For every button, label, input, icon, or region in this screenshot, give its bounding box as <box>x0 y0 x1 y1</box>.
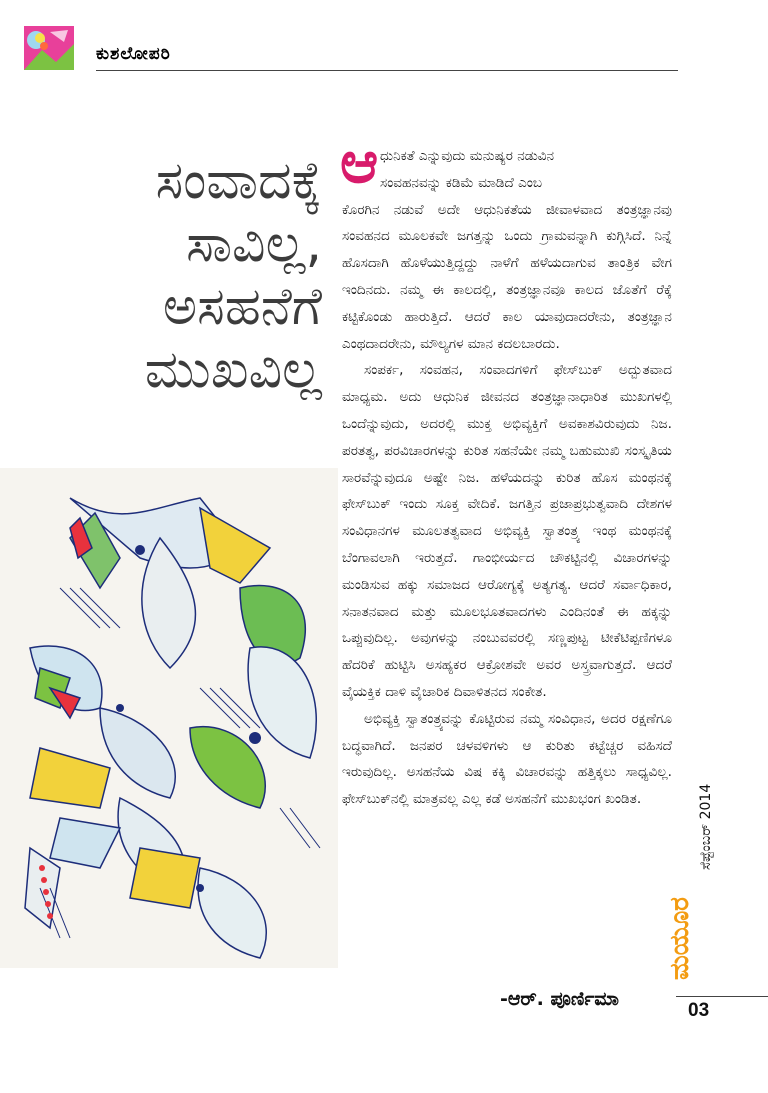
paragraph-1-line-1: ಧುನಿಕತೆ ಎನ್ನುವುದು ಮನುಷ್ಯರ ನಡುವಿನ <box>380 148 555 164</box>
article-paragraph-1 <box>342 143 672 357</box>
paragraph-1-line-2: ಸಂವಹನವನ್ನು ಕಡಿಮೆ ಮಾಡಿದೆ ಎಂಬ <box>380 174 543 191</box>
footer-divider <box>676 996 768 997</box>
author-byline: -ಆರ್. ಪೂರ್ಣಿಮಾ <box>500 988 619 1010</box>
article-paragraph-3: ಅಭಿವ್ಯಕ್ತಿ ಸ್ವಾತಂತ್ರ್ಯವನ್ನು ಕೊಟ್ಟಿರುವ ನಮ್ಮ ಸಂವಿಧಾನ, ಅದರ ರಕ್ಷಣೆಗೂ ಬದ್ಧವಾಗಿದೆ. ಜನಪರ ಚಳವಳಿಗಳು ಆ ಕುರಿತು ಕಟ್ಟೆಚ್ಚರ ವಹಿಸದೆ ಇರುವುದಿಲ್ಲ. ಅಸಹನೆಯ ವಿಷ ಕಕ್ಕಿ ವಿಚಾರವನ್ನು ಹತ್ತಿಕ್ಕಲು ಸಾಧ್ಯವಿಲ್ಲ. ಫೇಸ್‌ಬುಕ್‌ನಲ್ಲಿ ಮಾತ್ರವಲ್ಲ ಎಲ್ಲ ಕಡೆ ಅಸಹನೆಗೆ ಮುಖಭಂಗ ಖಂಡಿತ. <box>342 710 672 808</box>
article-paragraph-2: ಸಂಪರ್ಕ, ಸಂವಹನ, ಸಂವಾದಗಳಿಗೆ ಫೇಸ್‌ಬುಕ್ ಅದ್ಬುತವಾದ ಮಾಧ್ಯಮ. ಅದು ಆಧುನಿಕ ಜೀವನದ ತಂತ್ರಜ್ಞಾನಾಧಾರಿತ ಮುಖಗಳಲ್ಲಿ ಒಂದೆನ್ನುವುದು, ಅದರಲ್ಲಿ ಮುಕ್ತ ಅಭಿವ್ಯಕ್ತಿಗೆ ಅವಕಾಶವಿರುವುದು ನಿಜ. ಪರತತ್ವ, ಪರವಿಚಾರಗಳನ್ನು ಕುರಿತ ಸಹನೆಯೇ ನಮ್ಮ ಬಹುಮುಖಿ ಸಂಸ್ಕೃತಿಯ ಸಾರವೆನ್ನುವುದೂ ಅಷ್ಟೇ ನಿಜ. ಹಳೆಯದನ್ನು ಕುರಿತ ಹೊಸ ಮಂಥನಕ್ಕೆ ಫೇಸ್‌ಬುಕ್ ಇಂದು ಸೂಕ್ತ ವೇದಿಕೆ. ಜಗತ್ತಿನ ಪ್ರಜಾಪ್ರಭುತ್ವವಾದಿ ದೇಶಗಳ ಸಂವಿಧಾನಗಳ ಮೂಲತತ್ವವಾದ ಅಭಿವ್ಯಕ್ತಿ ಸ್ವಾತಂತ್ರ್ಯ ಇಂಥ ಮಂಥನಕ್ಕೆ ಬೆಂಗಾವಲಾಗಿ ಇರುತ್ತದೆ. ಗಾಂಭೀರ್ಯದ ಚೌಕಟ್ಟಿನಲ್ಲಿ ವಿಚಾರಗಳನ್ನು ಮಂಡಿಸುವ ಹಕ್ಕು ಸಮಾಜದ ಆರೋಗ್ಯಕ್ಕೆ ಅತ್ಯಗತ್ಯ. ಆದರೆ ಸರ್ವಾಧಿಕಾರ, ಸನಾತನವಾದ ಮತ್ತು ಮೂಲಭೂತವಾದಗಳು ಎಂದಿನಂತೆ ಈ ಹಕ್ಕನ್ನು ಒಪ್ಪುವುದಿಲ್ಲ. ಅವುಗಳನ್ನು ನಂಬುವವರಲ್ಲಿ ಸಣ್ಣಪುಟ್ಟ ಟೀಕೆಟಿಪ್ಪಣಿಗಳೂ ಹೆದರಿಕೆ ಹುಟ್ಟಿಸಿ ಅಸಹ್ಯಕರ ಆಕ್ರೋಶವೇ ಅವರ ಅಸ್ತ್ರವಾಗುತ್ತದೆ. ಆದರೆ ವೈಯಕ್ತಿಕ ದಾಳಿ ವೈಚಾರಿಕ ದಿವಾಳಿತನದ ಸಂಕೇತ. <box>342 362 672 700</box>
headline-line-3: ಅಸಹನೆಗೆ <box>162 277 322 337</box>
header-divider <box>96 70 678 71</box>
magazine-logo-icon <box>665 880 746 980</box>
dropcap-letter: ಆ <box>340 128 379 196</box>
page-number: 03 <box>688 1000 710 1021</box>
magazine-name: ಮಯೂರ <box>665 897 695 980</box>
paragraph-1-rest: ಕೊರಗಿನ ನಡುವೆ ಅದೇ ಆಧುನಿಕತೆಯ ಜೀವಾಳವಾದ ತಂತ್ರಜ್ಞಾನವು ಸಂವಹನದ ಮೂಲಕವೇ ಜಗತ್ತನ್ನು ಒಂದು ಗ್ರಾಮವನ್ನಾಗಿ ಕುಗ್ಗಿಸಿದೆ. ನಿನ್ನೆ ಹೊಸದಾಗಿ ಹೊಳೆಯುತ್ತಿದ್ದದ್ದು ನಾಳೆಗೆ ಹಳೆಯದಾಗುವ ತಾಂತ್ರಿಕ ವೇಗ ಇಂದಿನದು. ನಮ್ಮ ಈ ಕಾಲದಲ್ಲಿ, ತಂತ್ರಜ್ಞಾನವೂ ಕಾಲದ ಜೊತೆಗೆ ರೆಕ್ಕೆ ಕಟ್ಟಿಕೊಂಡು ಹಾರುತ್ತಿದೆ. ಆದರೆ ಕಾಲ ಯಾವುದಾದರೇನು, ತಂತ್ರಜ್ಞಾನ ಎಂಥದಾದರೇನು, ಮೌಲ್ಯಗಳ ಮಾನ ಕದಲಬಾರದು. <box>342 201 672 352</box>
headline <box>22 150 322 402</box>
section-title: ಕುಶಲೋಪರಿ <box>96 44 171 64</box>
headline-line-2: ಸಾವಿಲ್ಲ, <box>186 214 322 274</box>
section-logo-icon <box>24 26 74 70</box>
headline-line-1: ಸಂವಾದಕ್ಕೆ <box>155 151 322 211</box>
issue-date: ಸೆಪ್ಟೆಂಬರ್ 2014 <box>698 783 714 870</box>
headline-line-4: ಮುಖವಿಲ್ಲ <box>144 340 322 400</box>
article-body <box>342 143 672 813</box>
abstract-artwork-illustration <box>0 468 338 968</box>
